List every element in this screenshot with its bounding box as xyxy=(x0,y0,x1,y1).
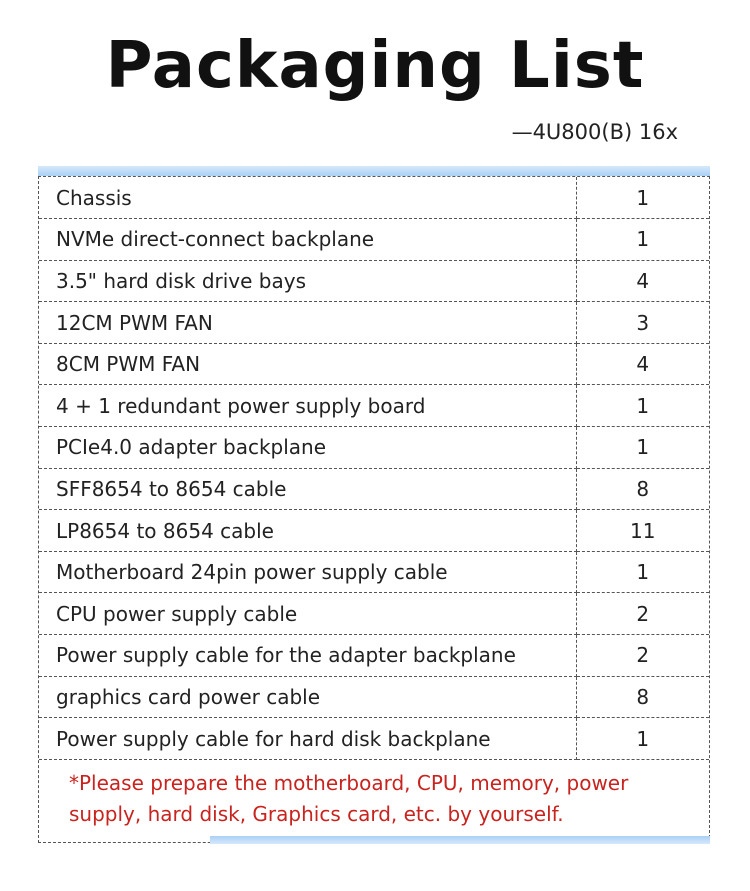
item-qty: 1 xyxy=(576,718,709,760)
item-name: 12CM PWM FAN xyxy=(39,302,576,344)
table-row xyxy=(39,635,709,677)
table-row xyxy=(39,510,709,552)
item-qty: 1 xyxy=(576,177,709,219)
item-qty: 8 xyxy=(576,676,709,718)
table-row xyxy=(39,385,709,427)
item-name: PCIe4.0 adapter backplane xyxy=(39,427,576,469)
item-name: 3.5" hard disk drive bays xyxy=(39,260,576,302)
item-qty: 3 xyxy=(576,302,709,344)
table-row xyxy=(39,177,709,219)
item-name: 4 + 1 redundant power supply board xyxy=(39,385,576,427)
top-accent-band xyxy=(38,166,710,176)
item-name: NVMe direct-connect backplane xyxy=(39,219,576,261)
item-qty: 1 xyxy=(576,427,709,469)
table-row xyxy=(39,219,709,261)
item-qty: 4 xyxy=(576,343,709,385)
item-qty: 1 xyxy=(576,551,709,593)
item-name: SFF8654 to 8654 cable xyxy=(39,468,576,510)
table-row xyxy=(39,302,709,344)
table-row xyxy=(39,718,709,760)
bottom-accent-band xyxy=(210,836,710,844)
item-qty: 1 xyxy=(576,219,709,261)
self-prepare-note: *Please prepare the motherboard, CPU, memory, power supply, hard disk, Graphics card, etc. by yourself. xyxy=(69,770,629,826)
table-row xyxy=(39,343,709,385)
table-row xyxy=(39,593,709,635)
item-name: LP8654 to 8654 cable xyxy=(39,510,576,552)
table-row xyxy=(39,468,709,510)
table-row xyxy=(39,551,709,593)
page-title: Packaging List xyxy=(105,29,645,103)
table-row xyxy=(39,260,709,302)
item-name: Power supply cable for hard disk backplane xyxy=(39,718,576,760)
item-qty: 8 xyxy=(576,468,709,510)
item-name: graphics card power cable xyxy=(39,676,576,718)
packaging-table xyxy=(38,176,710,843)
item-qty: 2 xyxy=(576,593,709,635)
item-qty: 11 xyxy=(576,510,709,552)
model-subtitle: —4U800(B) 16x xyxy=(511,120,678,144)
item-name: CPU power supply cable xyxy=(39,593,576,635)
table-row xyxy=(39,676,709,718)
item-name: 8CM PWM FAN xyxy=(39,343,576,385)
item-name: Power supply cable for the adapter backplane xyxy=(39,635,576,677)
item-qty: 2 xyxy=(576,635,709,677)
item-name: Motherboard 24pin power supply cable xyxy=(39,551,576,593)
table-row xyxy=(39,427,709,469)
item-name: Chassis xyxy=(39,177,576,219)
item-qty: 4 xyxy=(576,260,709,302)
item-qty: 1 xyxy=(576,385,709,427)
packaging-table-body xyxy=(39,177,709,759)
